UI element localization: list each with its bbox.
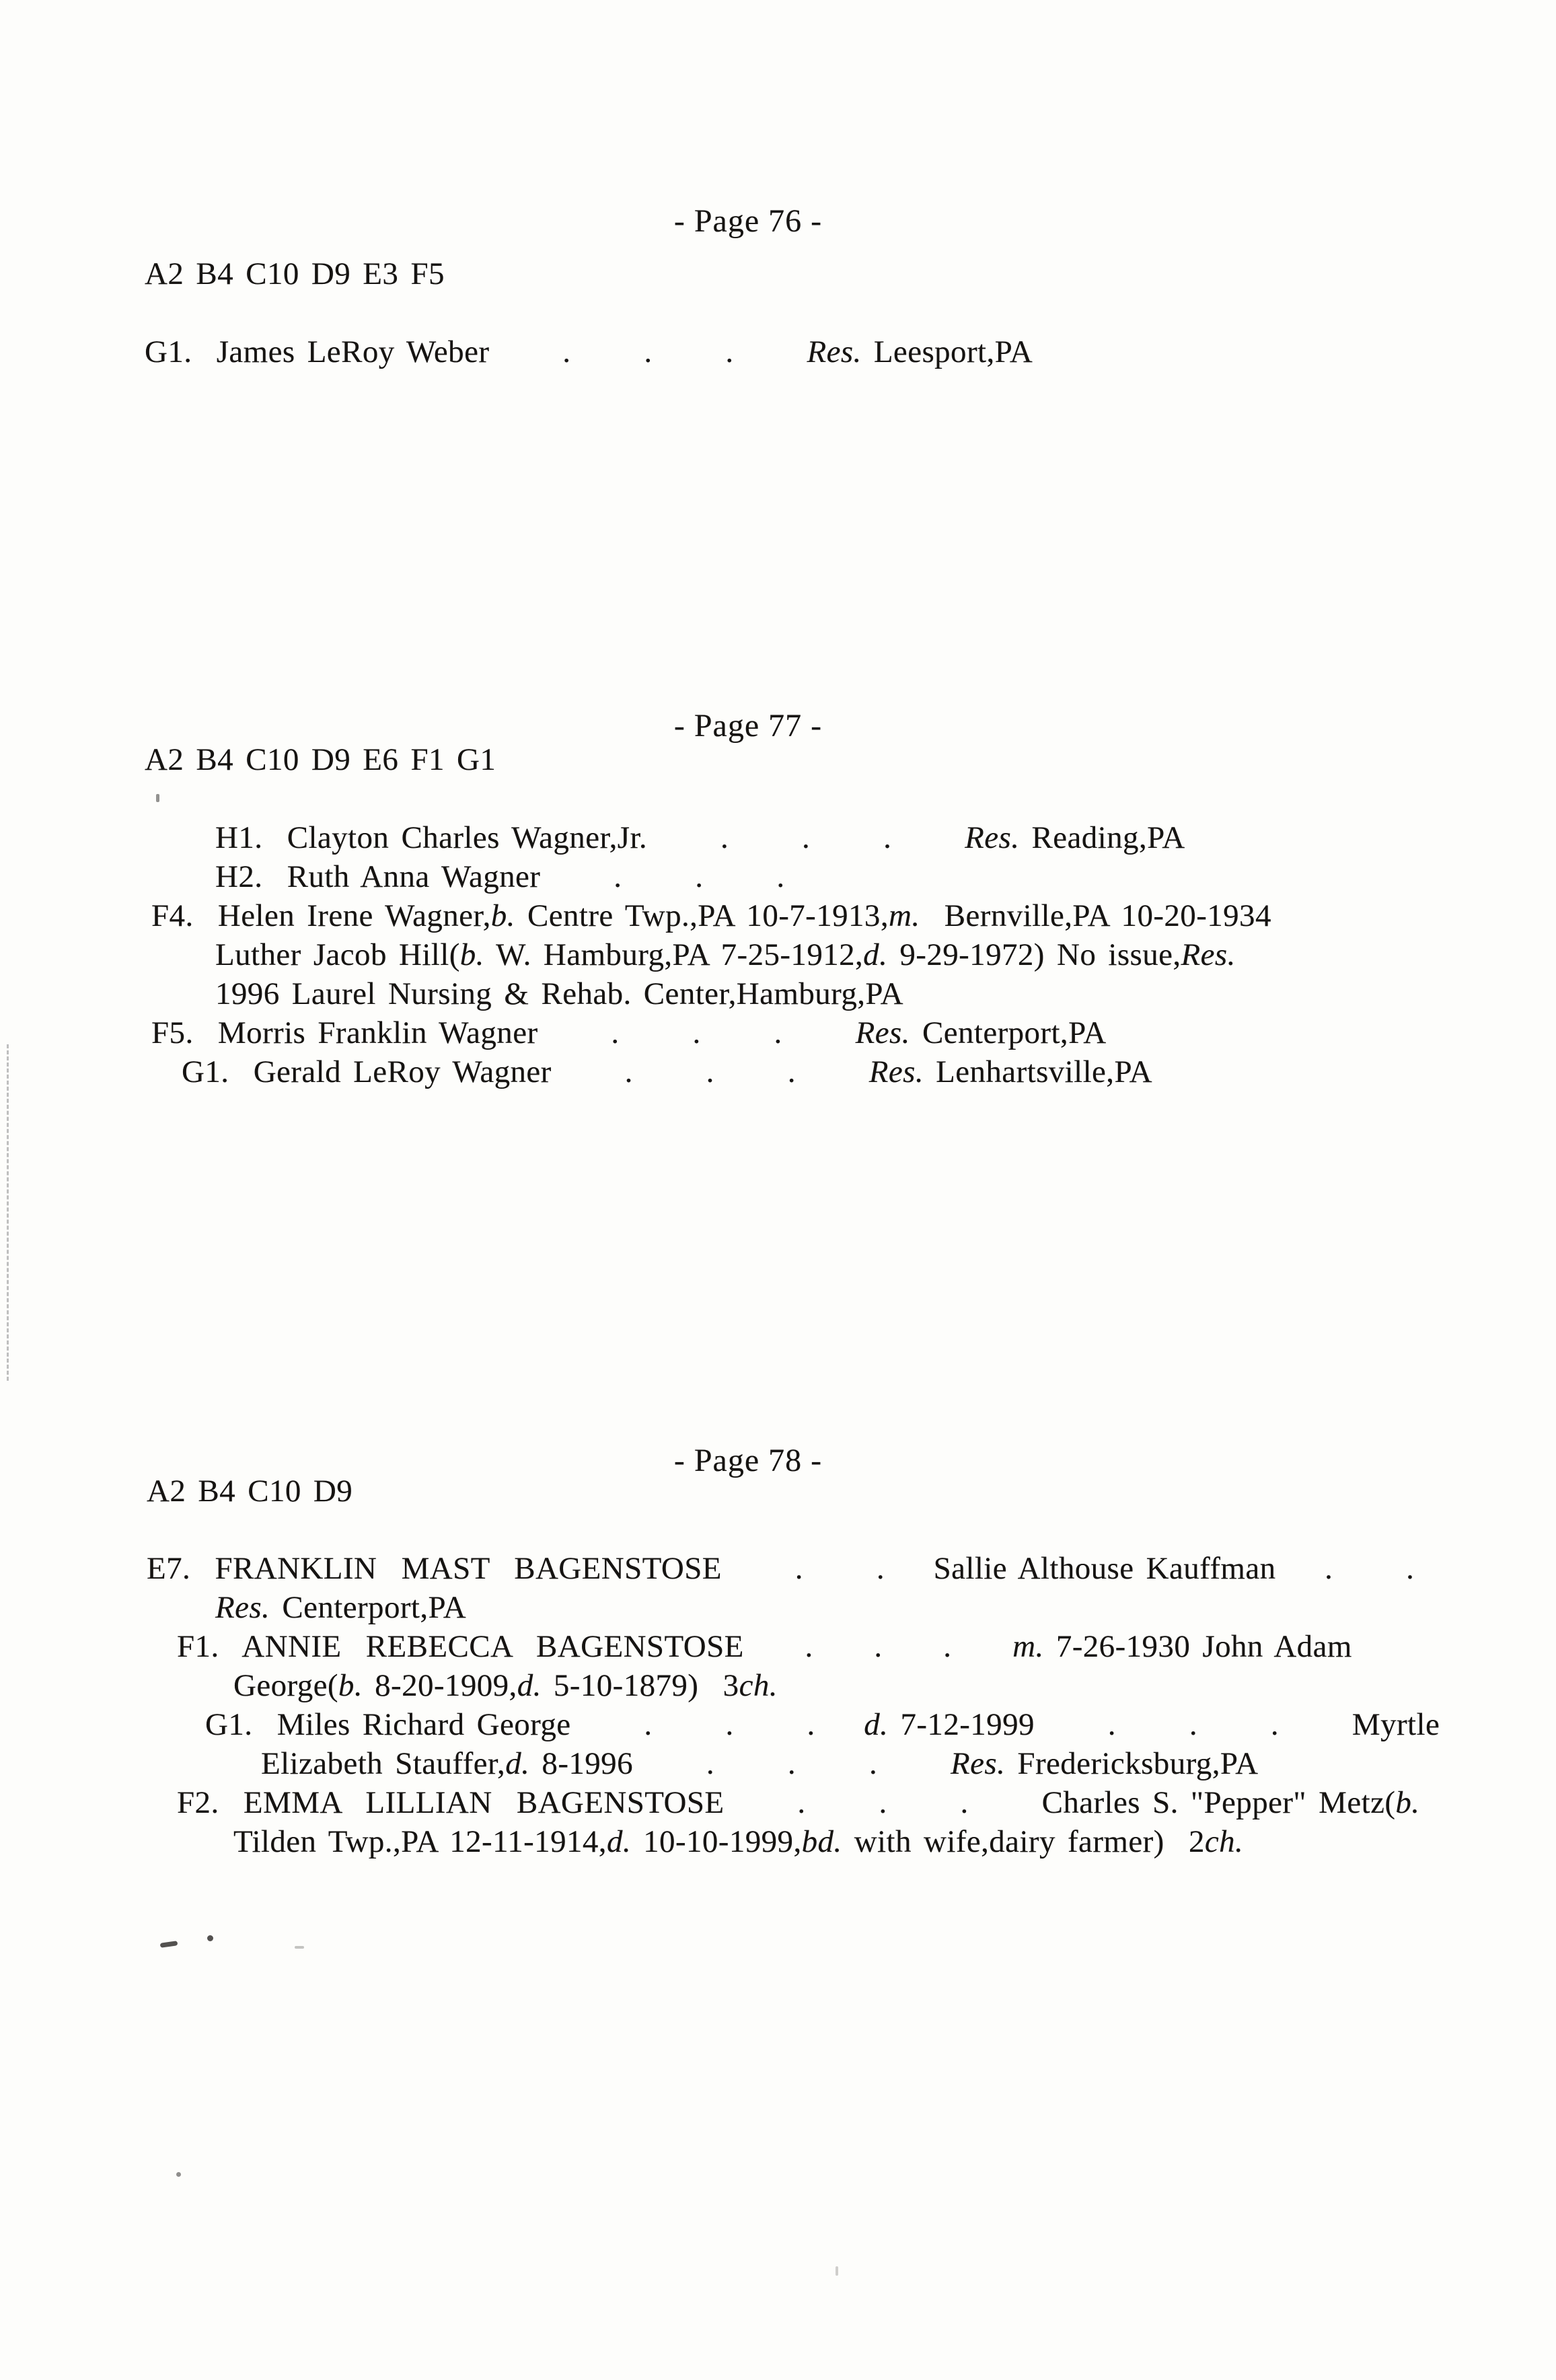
entry-line [177, 1627, 1440, 1666]
text-segment: Elizabeth Stauffer, [261, 1746, 506, 1781]
text-segment: Leesport,PA [861, 334, 1033, 369]
scan-speck [176, 2172, 181, 2177]
text-segment: A2 B4 C10 D9 E6 F1 G1 [145, 742, 496, 777]
page-77-entries [145, 740, 1271, 1091]
italic-term: d. [606, 1824, 631, 1859]
entry-line [147, 1472, 1440, 1511]
text-segment: Reading,PA [1019, 820, 1185, 855]
italic-term: bd. [801, 1824, 842, 1859]
italic-term: d. [863, 937, 888, 972]
italic-term: b. [490, 898, 515, 933]
italic-term: ch. [739, 1668, 778, 1703]
page-77-header: - Page 77 - [673, 708, 823, 744]
entry-line [151, 896, 1271, 935]
entry-line [182, 1052, 1271, 1091]
entry-line [233, 1666, 1440, 1705]
entry-line [145, 254, 1033, 293]
scan-speck [295, 1946, 304, 1949]
italic-term: m. [1012, 1629, 1044, 1664]
italic-term: Res. [1181, 937, 1236, 972]
entry-line [147, 1549, 1440, 1588]
entry-line [205, 1705, 1440, 1744]
text-segment: G1. Miles Richard George . . . [205, 1707, 864, 1742]
italic-term: d. [864, 1707, 889, 1742]
page-76-entries [145, 254, 1033, 371]
page-76-header: - Page 76 - [673, 203, 823, 239]
entry-line [145, 740, 1271, 779]
text-segment: E7. FRANKLIN MAST BAGENSTOSE . . Sallie Althouse Kauffman . . [147, 1551, 1415, 1586]
entry-line [261, 1744, 1440, 1783]
text-segment: H2. Ruth Anna Wagner . . . [215, 859, 785, 894]
text-segment: Bernville,PA 10-20-1934 [920, 898, 1271, 933]
text-segment: F1. ANNIE REBECCA BAGENSTOSE . . . [177, 1629, 1013, 1664]
italic-term: d. [505, 1746, 530, 1781]
text-segment: G1. Gerald LeRoy Wagner . . . [182, 1054, 869, 1089]
text-segment: F2. EMMA LILLIAN BAGENSTOSE . . . Charles S. "Pepper" Metz( [177, 1785, 1396, 1820]
page-78-header: - Page 78 - [673, 1443, 823, 1478]
italic-term: Res. [807, 334, 862, 369]
scan-speck [836, 2266, 838, 2276]
entry-line [215, 974, 1271, 1013]
text-segment: 5-10-1879) 3 [541, 1668, 739, 1703]
entry-line [215, 1588, 1440, 1627]
text-segment: 7-12-1999 . . . Myrtle [888, 1707, 1440, 1742]
text-segment: Fredericksburg,PA [1005, 1746, 1259, 1781]
entry-line [215, 818, 1271, 857]
italic-term: Res. [855, 1015, 910, 1050]
italic-term: b. [459, 937, 484, 972]
entry-line [215, 857, 1271, 896]
italic-term: Res. [868, 1054, 924, 1089]
page-78-entries [147, 1472, 1440, 1861]
text-segment: A2 B4 C10 D9 [147, 1474, 353, 1509]
text-segment: Lenhartsville,PA [923, 1054, 1153, 1089]
text-segment: Centerport,PA [910, 1015, 1107, 1050]
text-segment: with wife,dairy farmer) 2 [842, 1824, 1205, 1859]
scan-margin-artifact [7, 1044, 9, 1381]
text-segment: Centerport,PA [270, 1590, 467, 1625]
italic-term: b. [1395, 1785, 1420, 1820]
scan-speck [160, 1941, 178, 1948]
text-segment: 1996 Laurel Nursing & Rehab. Center,Hamburg,PA [215, 976, 903, 1011]
entry-line [233, 1822, 1440, 1861]
scan-speck [207, 1935, 213, 1941]
text-segment: 8-20-1909, [362, 1668, 517, 1703]
italic-term: Res. [965, 820, 1020, 855]
text-segment: G1. James LeRoy Weber . . . [145, 334, 807, 369]
text-segment: 9-29-1972) No issue, [887, 937, 1181, 972]
text-segment: A2 B4 C10 D9 E3 F5 [145, 256, 445, 291]
entry-line [151, 1013, 1271, 1052]
entry-line [215, 935, 1271, 974]
text-segment: 10-10-1999, [631, 1824, 802, 1859]
italic-term: ch. [1204, 1824, 1244, 1859]
text-segment: F5. Morris Franklin Wagner . . . [151, 1015, 856, 1050]
italic-term: d. [517, 1668, 542, 1703]
entry-line [177, 1783, 1440, 1822]
text-segment: F4. Helen Irene Wagner, [151, 898, 491, 933]
text-segment: George( [233, 1668, 338, 1703]
entry-line [145, 332, 1033, 371]
text-segment: Tilden Twp.,PA 12-11-1914, [233, 1824, 607, 1859]
text-segment: W. Hamburg,PA 7-25-1912, [484, 937, 864, 972]
text-segment: 7-26-1930 John Adam [1043, 1629, 1352, 1664]
italic-term: m. [888, 898, 920, 933]
scan-speck [156, 794, 159, 802]
italic-term: Res. [951, 1746, 1006, 1781]
text-segment: H1. Clayton Charles Wagner,Jr. . . . [215, 820, 965, 855]
italic-term: b. [338, 1668, 363, 1703]
text-segment: 8-1996 . . . [529, 1746, 951, 1781]
italic-term: Res. [215, 1590, 270, 1625]
text-segment: Luther Jacob Hill( [215, 937, 460, 972]
text-segment: Centre Twp.,PA 10-7-1913, [515, 898, 889, 933]
